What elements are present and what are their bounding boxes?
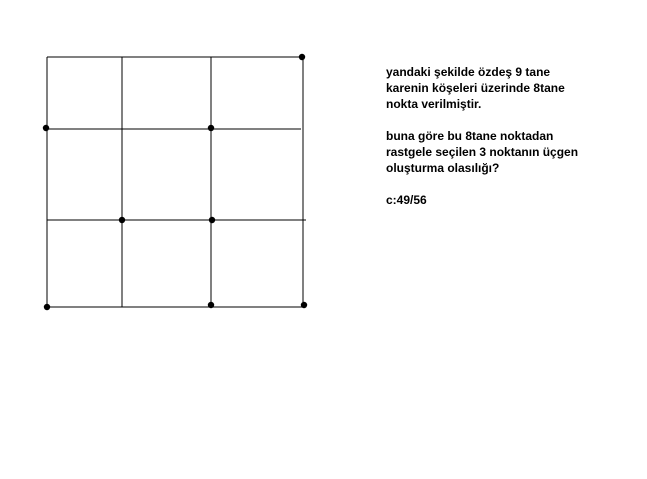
grid-dot (301, 302, 307, 308)
grid-dot (209, 217, 215, 223)
question-line: oluşturma olasılığı? (386, 161, 500, 175)
question-text (386, 64, 636, 224)
question-paragraph-1 (386, 64, 636, 112)
grid-dot (44, 304, 50, 310)
grid-dot (208, 302, 214, 308)
question-line: karenin köşeleri üzerinde 8tane (386, 81, 565, 95)
answer-text: c:49/56 (386, 193, 427, 207)
grid-dot (299, 54, 305, 60)
grid-dot (208, 125, 214, 131)
answer-paragraph (386, 192, 636, 208)
question-line: buna göre bu 8tane noktadan (386, 129, 554, 143)
grid-dot (119, 217, 125, 223)
question-paragraph-2 (386, 128, 636, 176)
grid-dot (43, 125, 49, 131)
question-line: nokta verilmiştir. (386, 97, 482, 111)
question-line: yandaki şekilde özdeş 9 tane (386, 65, 551, 79)
question-line: rastgele seçilen 3 noktanın üçgen (386, 145, 579, 159)
